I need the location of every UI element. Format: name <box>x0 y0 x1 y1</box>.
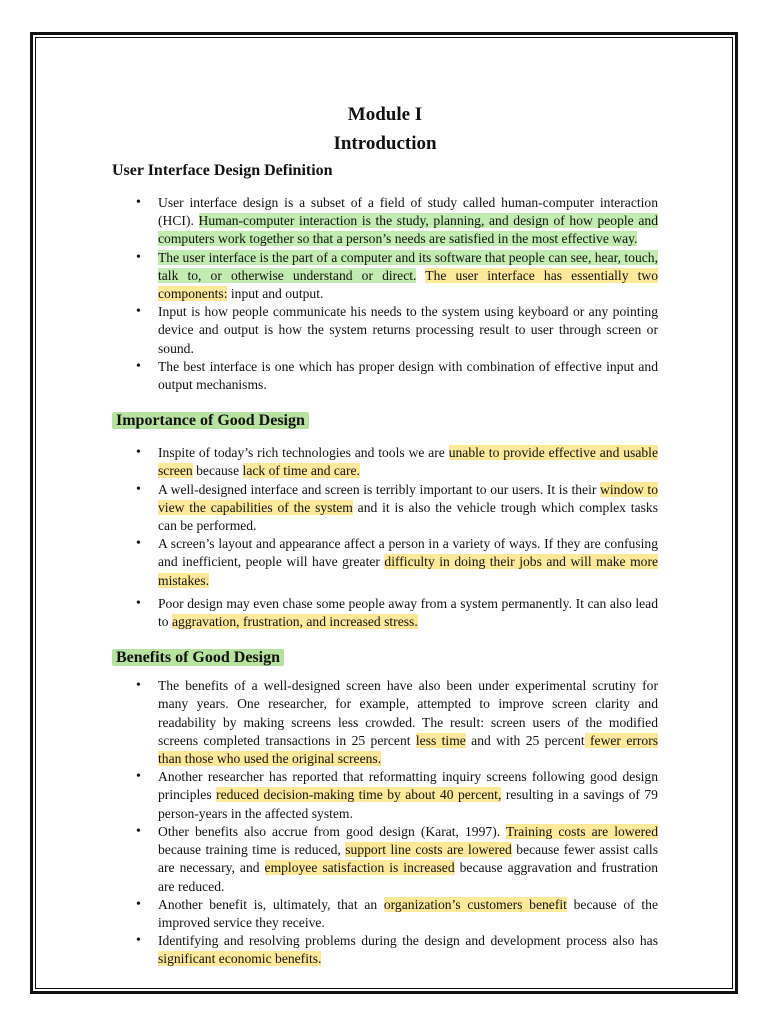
list-item <box>112 768 658 823</box>
highlight-yellow: window to view the capabilities of the system <box>158 481 658 515</box>
highlight-yellow: unable to provide effective and usable screen <box>158 445 658 479</box>
text-run: Other benefits also accrue from good design (Karat, 1997). <box>158 823 506 839</box>
highlight-yellow: support line costs are lowered <box>345 842 512 858</box>
list-item <box>112 249 658 304</box>
list-item <box>112 358 658 394</box>
text-run: A screen’s layout and appearance affect a person in a variety of ways. If they are confusing and inefficient, people will have greater <box>158 536 658 570</box>
module-title: Module I <box>347 104 423 125</box>
highlight-yellow: difficulty in doing their jobs and will make more mistakes. <box>158 554 658 588</box>
document-body <box>112 100 658 969</box>
highlight-yellow: The user interface has essentially two components: <box>158 267 658 302</box>
list-item <box>112 481 658 536</box>
text-run: Input is how people communicate his needs to the system using keyboard or any pointing device and output is how the system returns processing result to user through screen or sound. <box>158 304 658 356</box>
text-run: because of the improved service they receive. <box>158 896 658 930</box>
text-run: The best interface is one which has proper design with combination of effective input and output mechanisms. <box>158 358 658 393</box>
module-subtitle: Introduction <box>333 133 437 154</box>
heading-highlight: Benefits of Good Design <box>112 649 284 666</box>
list-item <box>112 677 658 768</box>
text-run: User interface design is a subset of a field of study called human-computer interaction (HCI). <box>158 195 658 229</box>
list-item <box>112 535 658 590</box>
text-run: Identifying and resolving problems during the design and development process also has <box>158 933 658 949</box>
list-item <box>112 896 658 932</box>
importance-list <box>112 444 658 631</box>
text-run: because training time is reduced, <box>158 842 346 858</box>
highlight-yellow: employee satisfaction is increased <box>264 860 455 876</box>
section-title-ui-definition: User Interface Design Definition <box>112 162 333 179</box>
text-run: Inspite of today’s rich technologies and tools we are <box>158 445 449 461</box>
text-run: The benefits of a well-designed screen have also been under experimental scrutiny for many years. One researcher, for example, attempted to improve screen clarity and readability by making screens less crowded. The result: screen users of the modified screens completed transactions in 25 percent <box>158 678 658 748</box>
text-run: Another researcher has reported that reformatting inquiry screens following good design principles <box>158 769 658 803</box>
list-item <box>112 303 658 358</box>
highlight-green: The user interface is the part of a computer and its software that people can see, hear, touch, talk to, or otherwise understand or direct. <box>158 249 658 283</box>
text-run: and with 25 percent <box>465 732 585 748</box>
section-title-benefits <box>112 647 658 669</box>
text-run: because fewer assist calls are necessary, and <box>158 842 658 876</box>
highlight-yellow: reduced decision-making time by about 40 percent, <box>216 787 502 803</box>
list-item <box>112 932 658 968</box>
list-item <box>112 823 658 896</box>
text-run: and it is also the vehicle trough which complex tasks can be performed. <box>158 499 658 534</box>
highlight-yellow: organization’s customers benefit <box>383 896 567 912</box>
highlight-green: Human-computer interaction is the study, planning, and design of how people and computers work together so that a person’s needs are satisfied in the most effective way. <box>158 213 658 247</box>
list-item <box>112 194 658 249</box>
highlight-yellow: lack of time and care. <box>242 463 360 479</box>
text-run: resulting in a savings of 79 person-years in the affected system. <box>158 787 658 821</box>
list-item <box>112 595 658 631</box>
highlight-yellow: Training costs are lowered <box>505 823 658 839</box>
list-item <box>112 444 658 480</box>
highlight-yellow: significant economic benefits. <box>158 951 322 967</box>
text-run: because <box>192 463 243 479</box>
text-run: A well-designed interface and screen is terribly important to our users. It is their <box>158 481 600 497</box>
benefits-list <box>112 677 658 968</box>
text-run: input and output. <box>227 286 324 302</box>
text-run: Another benefit is, ultimately, that an <box>158 896 384 912</box>
section-title-importance <box>112 410 658 432</box>
highlight-yellow: fewer errors than those who used the original screens. <box>158 732 659 767</box>
text-run: because aggravation and frustration are reduced. <box>158 860 658 894</box>
highlight-yellow: less time <box>415 732 466 748</box>
highlight-yellow: aggravation, frustration, and increased stress. <box>171 614 418 630</box>
heading-highlight: Importance of Good Design <box>112 412 309 429</box>
text-run <box>416 268 425 283</box>
ui-definition-list <box>112 194 658 394</box>
text-run: Poor design may even chase some people away from a system permanently. It can also lead to <box>158 595 658 630</box>
